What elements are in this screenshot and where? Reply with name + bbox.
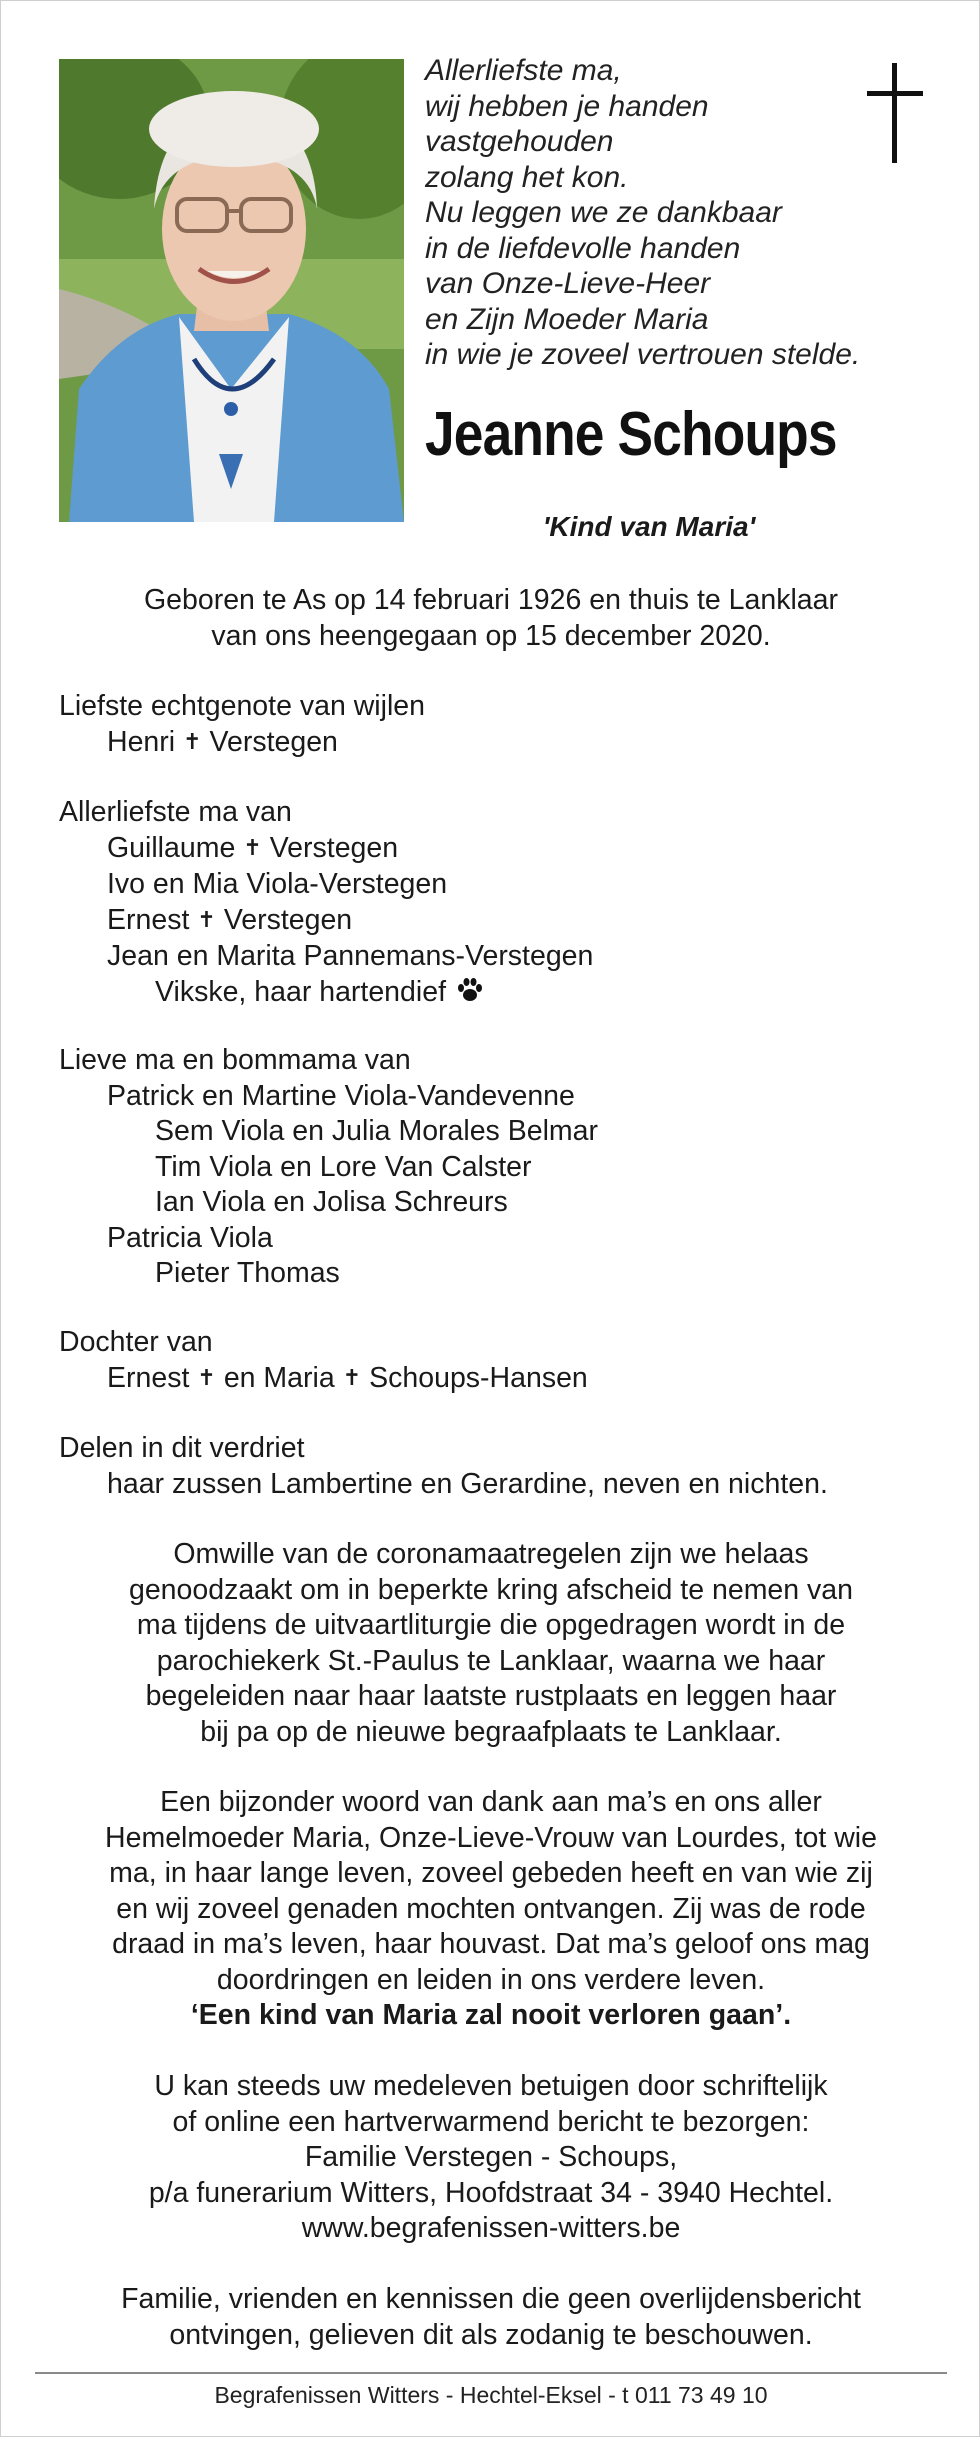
poem-line: in de liefdevolle handen [425,231,741,265]
notice-paragraph [41,2282,941,2353]
relative-line [59,831,939,868]
family-line: Familie Verstegen - Schoups, [304,2141,678,2173]
quote-line: ‘Een kind van Maria zal nooit verloren gaan’. [190,1999,792,2031]
relative-line: Jean en Marita Pannemans-Verstegen [107,940,594,972]
relative-line [59,1361,939,1398]
section-heading: Dochter van [59,1326,213,1358]
cross-icon [865,63,925,163]
footer: Begrafenissen Witters - Hechtel-Eksel - t 011 73 49 10 [214,2382,768,2408]
poem-line: vastgehouden [425,125,614,158]
poem-line: Nu leggen we ze dankbaar [425,196,782,229]
poem-line: wij hebben je handen [425,89,709,123]
dagger-icon: ✝ [342,1364,362,1390]
subtitle: 'Kind van Maria' [542,511,756,542]
relative-line: Pieter Thomas [155,1257,340,1289]
dagger-icon: ✝ [197,1364,216,1390]
portrait-photo [59,59,404,522]
paragraph-line: ma, in haar lange leven, zoveel gebeden heeft en van wie zij [109,1857,873,1889]
paragraph-line: ontvingen, gelieven dit als zodanig te beschouwen. [169,2318,813,2351]
relative-line: Patricia Viola [107,1221,273,1254]
dagger-icon: ✝ [197,906,216,932]
birth-death-info [41,583,941,654]
deceased-name: Jeanne Schoups [425,400,837,469]
paragraph-line: parochiekerk St.-Paulus te Lanklaar, waarna we haar [156,1644,826,1677]
paragraph-line: en wij zoveel genaden mochten ontvangen. Zij was de rode [116,1892,866,1925]
paw-icon [456,976,484,1004]
relative-first-name: Guillaume [107,831,236,864]
address-line: p/a funerarium Witters, Hoofdstraat 34 - 3940 Hechtel. [148,2176,834,2209]
children-section [59,795,939,1010]
relative-line: Sem Viola en Julia Morales Belmar [155,1115,599,1147]
parents-section [59,1325,939,1397]
poem [425,53,861,373]
relative-first-name: Henri [107,725,176,758]
death-line: van ons heengegaan op 15 december 2020. [211,619,771,652]
relative-first-name: en Maria [223,1361,335,1394]
paragraph-line: ma tijdens de uitvaartliturgie die opgedragen wordt in de [136,1609,846,1641]
paragraph-line: Familie, vrienden en kennissen die geen overlijdensbericht [121,2283,861,2315]
portrait-illustration [59,59,404,522]
paragraph-line: of online een hartverwarmend bericht te bezorgen: [172,2105,810,2138]
covid-paragraph [41,1537,941,1750]
poem-line: en Zijn Moeder Maria [425,302,709,336]
footer-divider [35,2372,947,2374]
relative-line: Ian Viola en Jolisa Schreurs [155,1186,508,1218]
relative-line: Ivo en Mia Viola-Verstegen [107,868,448,900]
birth-line: Geboren te As op 14 februari 1926 en thuis te Lanklaar [144,584,838,616]
poem-line: in wie je zoveel vertrouen stelde. [425,338,861,371]
grandchildren-section [59,1043,939,1292]
relative-last-name: Verstegen [269,831,399,864]
pet-name: Vikske, haar hartendief [155,975,446,1008]
paragraph-line: Hemelmoeder Maria, Onze-Lieve-Vrouw van Lourdes, tot wie [105,1821,877,1854]
section-heading: Allerliefste ma van [59,796,292,828]
paragraph-line: bij pa op de nieuwe begraafplaats te Lanklaar. [200,1715,782,1748]
relative-first-name: Ernest [107,1361,190,1394]
paragraph-line: Omwille van de coronamaatregelen zijn we helaas [173,1538,809,1570]
section-heading: Lieve ma en bommama van [59,1044,411,1076]
pet-line [59,975,939,1011]
thanks-paragraph [41,1785,941,2034]
section-heading: Liefste echtgenote van wijlen [59,690,425,722]
poem-line: Allerliefste ma, [425,54,622,87]
dagger-icon: ✝ [243,834,262,860]
relative-last-name: Schoups-Hansen [369,1361,588,1394]
paragraph-line: genoodzaakt om in beperkte kring afscheid te nemen van [128,1573,854,1606]
spouse-section [59,689,939,761]
relative-first-name: Ernest [107,903,190,936]
relative-last-name: Verstegen [209,725,338,758]
relative-line: haar zussen Lambertine en Gerardine, neven en nichten. [107,1467,828,1500]
poem-line: zolang het kon. [425,160,629,194]
relative-line [59,725,939,762]
relative-line [59,903,939,940]
relative-line: Tim Viola en Lore Van Calster [155,1150,532,1183]
paragraph-line: begeleiden naar haar laatste rustplaats en leggen haar [145,1680,837,1712]
relative-last-name: Verstegen [223,903,353,936]
grief-section [59,1431,939,1502]
paragraph-line: U kan steeds uw medeleven betuigen door schriftelijk [154,2070,828,2102]
dagger-icon: ✝ [183,728,202,754]
website-link[interactable]: www.begrafenissen-witters.be [301,2212,681,2244]
condolence-info [41,2069,941,2247]
paragraph-line: draad in ma’s leven, haar houvast. Dat ma’s geloof ons mag [112,1928,870,1960]
relative-line: Patrick en Martine Viola-Vandevenne [107,1079,575,1112]
poem-line: van Onze-Lieve-Heer [425,267,711,300]
section-heading: Delen in dit verdriet [59,1432,305,1464]
paragraph-line: Een bijzonder woord van dank aan ma’s en ons aller [160,1786,822,1818]
paragraph-line: doordringen en leiden in ons verdere leven. [216,1963,766,1996]
